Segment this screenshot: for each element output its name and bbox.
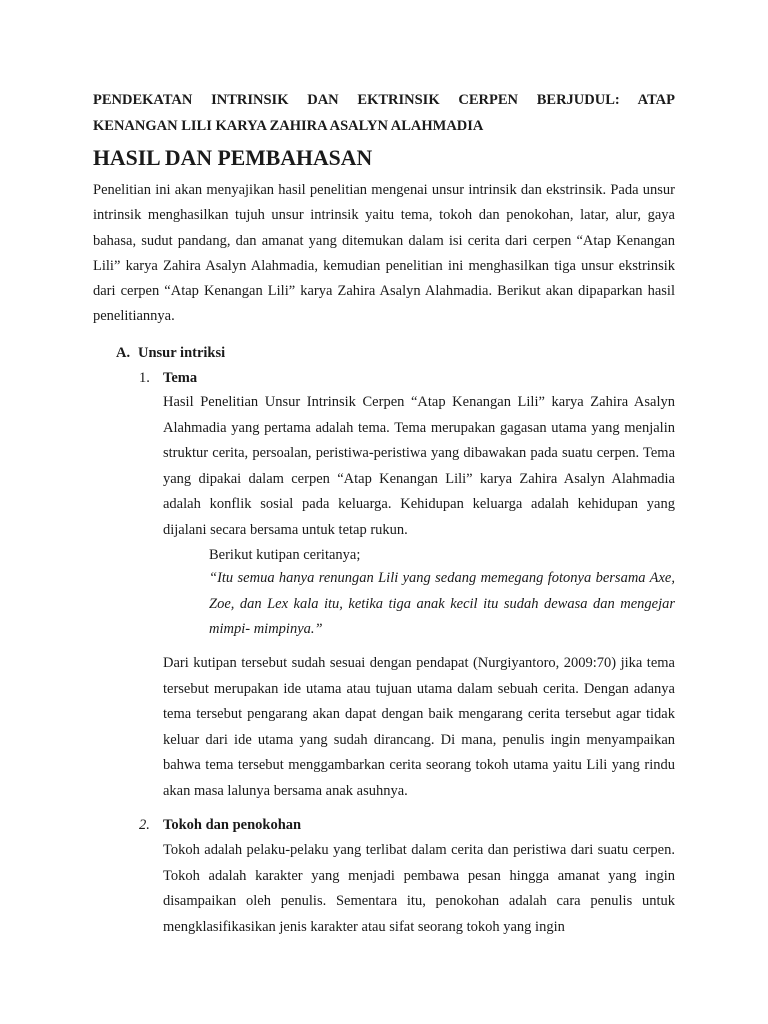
item-2-heading [139, 813, 301, 837]
quote-lead: Berikut kutipan ceritanya; [209, 547, 361, 563]
section-heading: HASIL DAN PEMBAHASAN [93, 146, 373, 170]
intro-paragraph: Penelitian ini akan menyajikan hasil penelitian mengenai unsur intrinsik dan ekstrinsik. Pada unsur intrinsik menghasilkan tujuh unsur intrinsik yaitu tema, tokoh dan penokohan, latar, alur, gaya bahasa, sudut pandang, dan amanat yang ditemukan dalam isi cerita dari cerpen “Atap Kenangan Lili” karya Zahira Asalyn Alahmadia, kemudian penelitian ini menghasilkan tiga unsur ekstrinsik dari cerpen “Atap Kenangan Lili” karya Zahira Asalyn Alahmadia. Berikut akan dipaparkan hasil penelitiannya. [93, 182, 675, 325]
item-2-number: 2. [139, 817, 150, 833]
item-1-number: 1. [139, 370, 150, 386]
section-a-label: Unsur intriksi [138, 345, 226, 361]
item-1-label: Tema [163, 370, 198, 386]
item-1-heading [139, 366, 197, 390]
story-quote: “Itu semua hanya renungan Lili yang sedang memegang fotonya bersama Axe, Zoe, dan Lex kala itu, ketika tiga anak kecil itu sudah dewasa dan mengejar mimpi- mimpinya.” [209, 570, 675, 638]
document-title-line-2: KENANGAN LILI KARYA ZAHIRA ASALYN ALAHMADIA [93, 118, 484, 134]
section-a-heading [116, 341, 225, 365]
section-a-marker: A. [116, 345, 131, 361]
item-2-label: Tokoh dan penokohan [163, 817, 302, 833]
item-1-paragraph-1: Hasil Penelitian Unsur Intrinsik Cerpen “Atap Kenangan Lili” karya Zahira Asalyn Alahmadia yang pertama adalah tema. Tema merupakan gagasan utama yang menjalin struktur cerita, persoalan, peristiwa-peristiwa yang dibawakan pada suatu cerpen. Tema yang dipakai dalam cerpen “Atap Kenangan Lili” karya Zahira Asalyn Alahmadia adalah konflik sosial pada keluarga. Kehidupan keluarga adalah kehidupan yang dijalani secara bersama untuk tetap rukun. [163, 394, 675, 538]
document-title [93, 87, 675, 139]
item-2-paragraph-1: Tokoh adalah pelaku-pelaku yang terlibat dalam cerita dan peristiwa dari suatu cerpen. Tokoh adalah karakter yang menjadi pembawa pesan hingga amanat yang ingin disampaikan oleh penulis. Sementara itu, penokohan adalah cara penulis untuk mengklasifikasikan jenis karakter atau sifat seorang tokoh yang ingin [163, 842, 675, 935]
document-title-line-1: PENDEKATAN INTRINSIK DAN EKTRINSIK CERPEN BERJUDUL: ATAP [93, 92, 675, 108]
item-1-paragraph-2: Dari kutipan tersebut sudah sesuai dengan pendapat (Nurgiyantoro, 2009:70) jika tema tersebut merupakan ide utama atau tujuan utama dalam sebuah cerita. Dengan adanya tema tersebut pengarang akan dapat dengan baik mengarang cerita tersebut agar tidak keluar dari ide utama yang sudah dirancang. Di mana, penulis ingin menyampaikan bahwa tema tersebut menggambarkan cerita seorang tokoh utama yaitu Lili yang rindu akan masa lalunya bersama anak asuhnya. [163, 655, 675, 799]
